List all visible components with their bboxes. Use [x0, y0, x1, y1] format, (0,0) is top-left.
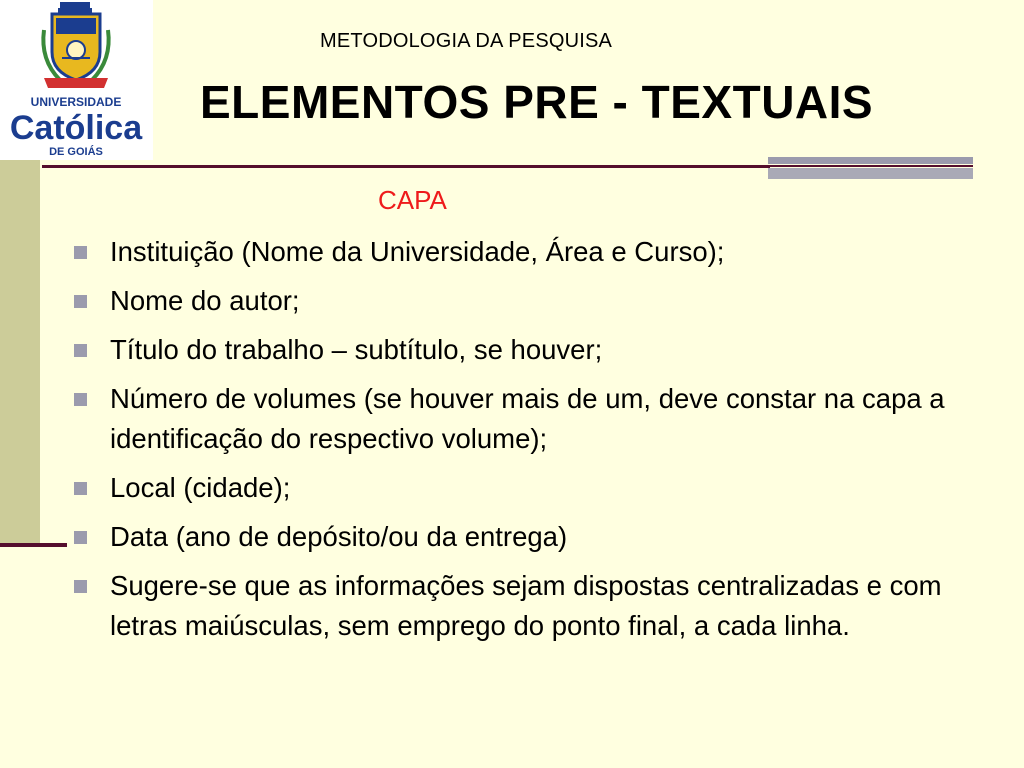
list-item: [72, 566, 1002, 646]
logo-line3: DE GOIÁS: [49, 146, 103, 158]
square-bullet-icon: [74, 246, 87, 259]
left-divider: [0, 543, 67, 547]
university-logo: [0, 0, 153, 160]
section-title: CAPA: [378, 185, 447, 215]
logo-line2: Católica: [9, 109, 143, 147]
list-item-text: Local (cidade);: [110, 472, 291, 503]
list-item: [72, 281, 1002, 321]
square-bullet-icon: [74, 295, 87, 308]
logo-line1: UNIVERSIDADE: [30, 95, 122, 109]
square-bullet-icon: [74, 482, 87, 495]
list-item: [72, 379, 1002, 459]
header-accent-bar: [768, 157, 973, 180]
list-item-text: Data (ano de depósito/ou da entrega): [110, 521, 568, 552]
list-item: [72, 330, 1002, 370]
bullet-list: [72, 232, 1002, 655]
header-divider: [42, 165, 770, 168]
square-bullet-icon: [74, 580, 87, 593]
list-item: [72, 468, 1002, 508]
list-item-text: Número de volumes (se houver mais de um, deve constar na capa a identificação do respectivo volume);: [110, 383, 945, 454]
square-bullet-icon: [74, 531, 87, 544]
square-bullet-icon: [74, 344, 87, 357]
list-item: [72, 517, 1002, 557]
list-item: [72, 232, 1002, 272]
slide-subject: METODOLOGIA DA PESQUISA: [320, 30, 613, 52]
list-item-text: Nome do autor;: [110, 285, 300, 316]
square-bullet-icon: [74, 393, 87, 406]
left-accent-band: [0, 160, 40, 543]
list-item-text: Título do trabalho – subtítulo, se houver;: [110, 334, 603, 365]
list-item-text: Instituição (Nome da Universidade, Área e Curso);: [110, 236, 725, 267]
list-item-text: Sugere-se que as informações sejam dispostas centralizadas e com letras maiúsculas, sem emprego do ponto final, a cada linha.: [110, 570, 942, 641]
university-crest-icon: [0, 0, 153, 160]
slide-title: ELEMENTOS PRE - TEXTUAIS: [200, 76, 874, 128]
